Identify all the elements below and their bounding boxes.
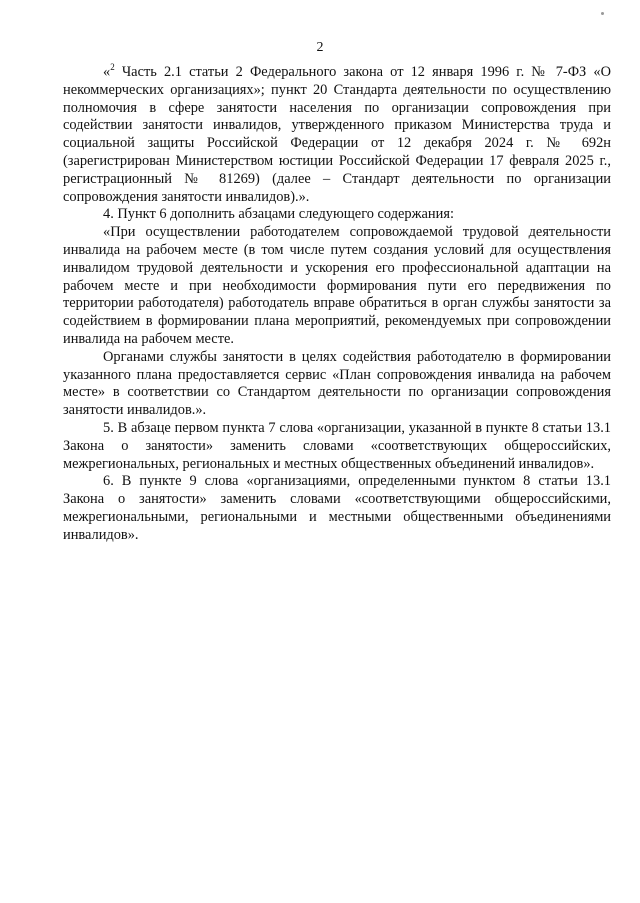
paragraph-item-6: 6. В пункте 9 слова «организациями, определенными пунктом 8 статьи 13.1 Закона о занятости» заменить словами «соответствующими общероссийскими, межрегиональными, региональными и местными общественными объединениями инвалидов». [63, 473, 611, 543]
paragraph-item-4-insert-1: «При осуществлении работодателем сопровождаемой трудовой деятельности инвалида на рабочем месте (в том числе путем создания условий для осуществления инвалидом трудовой деятельности и ускорения его профессиональной адаптации на рабочем месте и при необходимости формирования пути его передвижения по территории работодателя) работодатель вправе обратиться в орган службы занятости за содействием в формировании плана мероприятий, рекомендуемых при сопровождении инвалида на рабочем месте. [63, 224, 611, 347]
footnote-open-quote: « [103, 64, 111, 80]
paragraph-item-4-insert-2: Органами службы занятости в целях содействия работодателю в формировании указанного плана предоставляется сервис «План сопровождения инвалида на рабочем месте» в соответствии со Стандартом деятельности по организации сопровождения занятости инвалидов.». [63, 348, 611, 419]
footnote-marker: 2 [110, 62, 115, 73]
page-number: 2 [316, 40, 324, 55]
paragraph-item-5: 5. В абзаце первом пункта 7 слова «организации, указанной в пункте 8 статьи 13.1 Закона о занятости» заменить словами «соответствующих общероссийских, межрегиональных, региональных и местных общественных объединений инвалидов». [63, 419, 611, 472]
document-body [63, 64, 611, 545]
footnote-text: Часть 2.1 статьи 2 Федерального закона от 12 января 1996 г. № 7-ФЗ «О некоммерческих организациях»; пункт 20 Стандарта деятельности по осуществлению полномочия в сфере занятости населения по организации сопровождения при содействии занятости инвалидов, утвержденного приказом Министерства труда и социальной защиты Российской Федерации от 12 декабря 2024 г. № 692н (зарегистрирован Министерством юстиции Российской Федерации 17 февраля 2025 г., регистрационный № 81269) (далее – Стандарт деятельности по организации сопровождения занятости инвалидов).». [63, 64, 611, 205]
scan-speck [601, 12, 604, 15]
paragraph-item-4: 4. Пункт 6 дополнить абзацами следующего содержания: [103, 206, 454, 223]
footnote-paragraph [63, 64, 611, 206]
